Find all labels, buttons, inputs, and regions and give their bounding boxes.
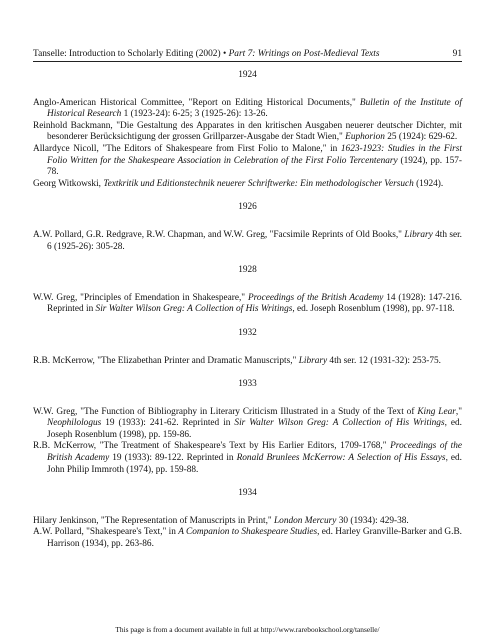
- year-heading: 1932: [238, 327, 257, 338]
- bibliography-entry: Anglo-American Historical Committee, "Report on Editing Historical Documents," Bulletin of the Institute of Historical Research 1 (1923-24): 6-25; 3 (1925-26): 13-26.: [33, 97, 462, 120]
- bibliography-entry: W.W. Greg, "The Function of Bibliography in Literary Criticism Illustrated in a Study of the Text of King Lear," Neophilologus 19 (1933): 241-62. Reprinted in Sir Walter Wilson Greg: A Collection of His Writings, ed. Joseph Rosenblum (1998), pp. 159-86.: [33, 406, 462, 440]
- bibliography-entry: Reinhold Backmann, "Die Gestaltung des Apparates in den kritischen Ausgaben neuerer deutscher Dichter, mit besonderer Berücksichtigung der grossen Grillparzer-Ausgabe der Stadt Wien," Euphorion 25 (1924): 629-62.: [33, 120, 462, 143]
- bibliography: [33, 70, 462, 551]
- page-number: 91: [452, 49, 462, 59]
- bibliography-entry: Georg Witkowski, Textkritik und Editionstechnik neuerer Schriftwerke: Ein methodologischer Versuch (1924).: [33, 178, 444, 189]
- bibliography-entry: R.B. McKerrow, "The Elizabethan Printer and Dramatic Manuscripts," Library 4th ser. 12 (1931-32): 253-75.: [33, 355, 441, 366]
- bibliography-entry: Allardyce Nicoll, "The Editors of Shakespeare from First Folio to Malone," in 1623-1923: Studies in the First Folio Written for the Shakespeare Association in Celebration of the First Folio Tercentenary (1924), pp. 157-78.: [33, 143, 463, 178]
- year-heading: 1934: [238, 488, 257, 499]
- header-title: Tanselle: Introduction to Scholarly Editing (2002) • Part 7: Writings on Post-Medieval Texts: [33, 49, 380, 59]
- year-heading: 1933: [238, 379, 257, 390]
- year-heading: 1924: [238, 70, 257, 80]
- source-footer: This page is from a document available in full at http://www.rarebookschool.org/tanselle/: [115, 625, 380, 634]
- bibliography-entry: Hilary Jenkinson, "The Representation of Manuscripts in Print," London Mercury 30 (1934): 429-38.: [33, 515, 409, 526]
- year-heading: 1928: [238, 265, 257, 276]
- year-heading: 1926: [238, 202, 257, 213]
- bibliography-entry: R.B. McKerrow, "The Treatment of Shakespeare's Text by His Earlier Editors, 1709-1768," Proceedings of the British Academy 19 (1933): 89-122. Reprinted in Ronald Brunlees McKerrow: A Selection of His Essays, ed. John Philip Immroth (1974), pp. 159-88.: [33, 441, 463, 475]
- bibliography-entry: A.W. Pollard, G.R. Redgrave, R.W. Chapman, and W.W. Greg, "Facsimile Reprints of Old Books," Library 4th ser. 6 (1925-26): 305-28.: [33, 229, 462, 252]
- bibliography-entry: A.W. Pollard, "Shakespeare's Text," in A Companion to Shakespeare Studies, ed. Harley Granville-Barker and G.B. Harrison (1934), pp. 263-86.: [33, 527, 462, 550]
- bibliography-entry: W.W. Greg, "Principles of Emendation in Shakespeare," Proceedings of the British Academy 14 (1928): 147-216. Reprinted in Sir Walter Wilson Greg: A Collection of His Writings, ed. Joseph Rosenblum (1998), pp. 97-118.: [33, 292, 462, 315]
- running-header: [33, 49, 462, 62]
